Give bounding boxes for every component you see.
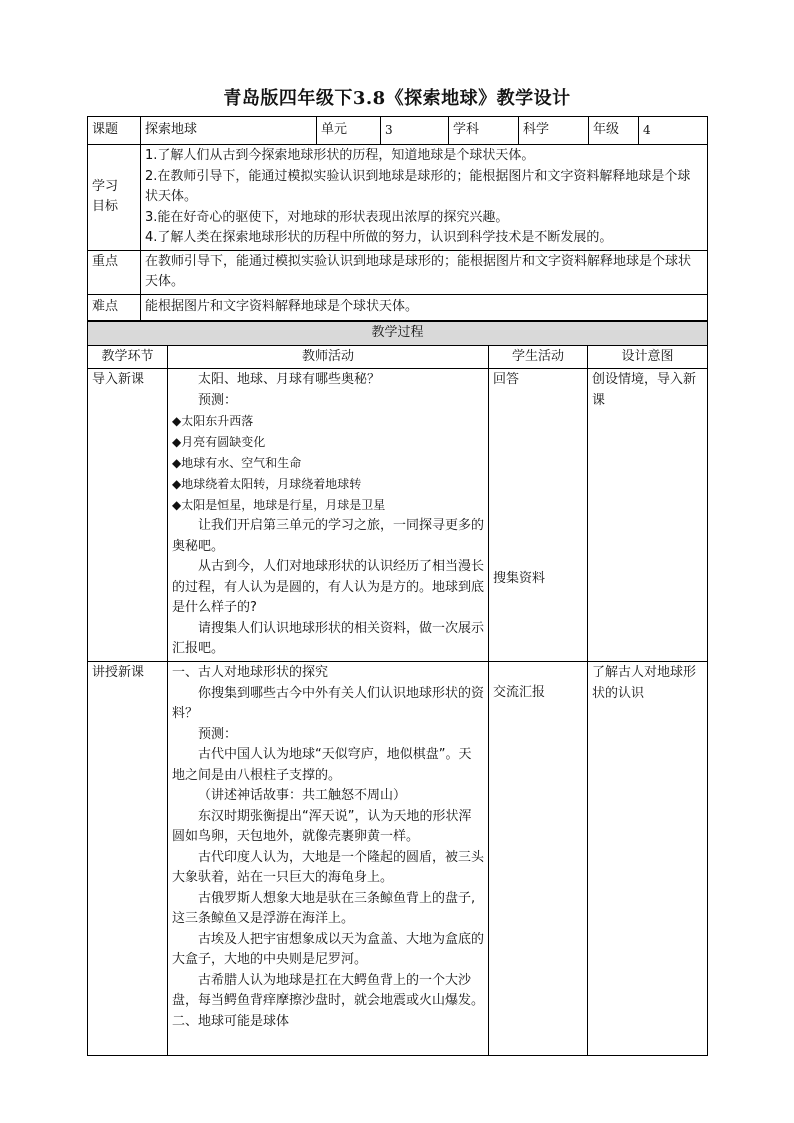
lecture-intent: 了解古人对地球形状的认识	[588, 662, 708, 1056]
section-heading: 一、古人对地球形状的探究	[172, 665, 329, 680]
objective-item: 2.在教师引导下，能通过模拟实验认识到地球是球形的；能根据图片和文字资料解释地球是个球状天体。	[145, 168, 691, 204]
subject-value: 科学	[519, 117, 589, 145]
lecture-paragraph: 古俄罗斯人想象大地是驮在三条鲸鱼背上的盘子,这三条鲸鱼又是浮游在海洋上。	[172, 890, 476, 926]
topic-label: 课题	[88, 117, 141, 145]
intro-question: 太阳、地球、月球有哪些奥秘？	[198, 372, 381, 387]
grade-value: 4	[639, 117, 708, 145]
intro-predict: 预测：	[198, 392, 238, 408]
bullet-item: ◆月亮有圆缺变化	[172, 435, 266, 449]
lecture-paragraph: 古代中国人认为地球“天似穹庐，地似棋盘”。天地之间是由八根柱子支撑的。	[172, 747, 472, 783]
bullet-item: ◆太阳是恒星，地球是行星，月球是卫星	[172, 498, 386, 512]
process-heading: 教学过程	[88, 322, 708, 346]
bullet-item: ◆地球绕着太阳转，月球绕着地球转	[172, 477, 362, 491]
unit-value: 3	[381, 117, 449, 145]
lecture-paragraph: （讲述神话故事：共工触怒不周山）	[198, 788, 407, 803]
intro-paragraph: 从古到今，人们对地球形状的认识经历了相当漫长的过程，有人认为是圆的，有人认为是方的。地球到底是什么样子的?	[172, 559, 485, 615]
bullet-item: ◆地球有水、空气和生命	[172, 456, 302, 470]
student-report: 交流汇报	[493, 685, 546, 700]
difficulty-text: 能根据图片和文字资料解释地球是个球状天体。	[141, 294, 708, 320]
topic-value: 探索地球	[141, 117, 317, 145]
lecture-stage: 讲授新课	[88, 662, 168, 1056]
column-header: 教师活动	[168, 345, 489, 369]
process-table	[87, 321, 708, 1056]
lecture-question: 你搜集到哪些古今中外有关人们认识地球形状的资料？	[172, 685, 485, 721]
objectives-list	[141, 145, 708, 251]
subject-label: 学科	[449, 117, 519, 145]
lecture-paragraph: 古埃及人把宇宙想象成以天为盒盖、大地为盒底的大盒子，大地的中央则是尼罗河。	[172, 931, 485, 967]
objective-item: 4.了解人类在探索地球形状的历程中所做的努力，认识到科学技术是不断发展的。	[145, 230, 613, 245]
key-point-label: 重点	[88, 250, 141, 294]
objective-item: 3.能在好奇心的驱使下，对地球的形状表现出浓厚的探究兴趣。	[145, 209, 509, 225]
column-header: 教学环节	[88, 345, 168, 369]
grade-label: 年级	[589, 117, 639, 145]
section-heading: 二、地球可能是球体	[172, 1013, 290, 1029]
intro-paragraph: 请搜集人们认识地球形状的相关资料，做一次展示汇报吧。	[172, 620, 485, 656]
page-title: 青岛版四年级下3.8《探索地球》教学设计	[223, 88, 571, 109]
bullet-item: ◆太阳东升西落	[172, 414, 254, 428]
intro-teacher-activity	[168, 369, 489, 662]
objective-item: 1.了解人们从古到今探索地球形状的历程，知道地球是个球状天体。	[145, 148, 535, 163]
column-header: 设计意图	[588, 345, 708, 369]
intro-stage: 导入新课	[88, 369, 168, 662]
lecture-paragraph: 古代印度人认为，大地是一个隆起的圆盾，被三头大象驮着，站在一只巨大的海龟身上。	[172, 849, 485, 885]
lesson-info-table	[87, 116, 708, 321]
intro-student-activity	[489, 369, 588, 662]
difficulty-label: 难点	[88, 294, 141, 320]
key-point-text: 在教师引导下，能通过模拟实验认识到地球是球形的；能根据图片和文字资料解释地球是个球状天体。	[141, 250, 708, 294]
lecture-paragraph: 古希腊人认为地球是扛在大鳄鱼背上的一个大沙盘，每当鳄鱼背痒摩擦沙盘时，就会地震或火山爆发。	[172, 972, 485, 1008]
lecture-student-activity	[489, 662, 588, 1056]
intro-intent: 创设情境，导入新课	[588, 369, 708, 662]
column-header: 学生活动	[489, 345, 588, 369]
objectives-label: 学习 目标	[88, 145, 141, 251]
student-answer: 回答	[493, 372, 520, 387]
lecture-predict: 预测：	[198, 726, 238, 742]
lecture-paragraph: 东汉时期张衡提出“浑天说”，认为天地的形状浑圆如鸟卵，天包地外，就像壳裹卵黄一样。	[172, 808, 472, 844]
intro-paragraph: 让我们开启第三单元的学习之旅，一同探寻更多的奥秘吧。	[172, 518, 485, 554]
lecture-teacher-activity	[168, 662, 489, 1056]
unit-label: 单元	[317, 117, 381, 145]
student-collect: 搜集资料	[493, 570, 546, 586]
